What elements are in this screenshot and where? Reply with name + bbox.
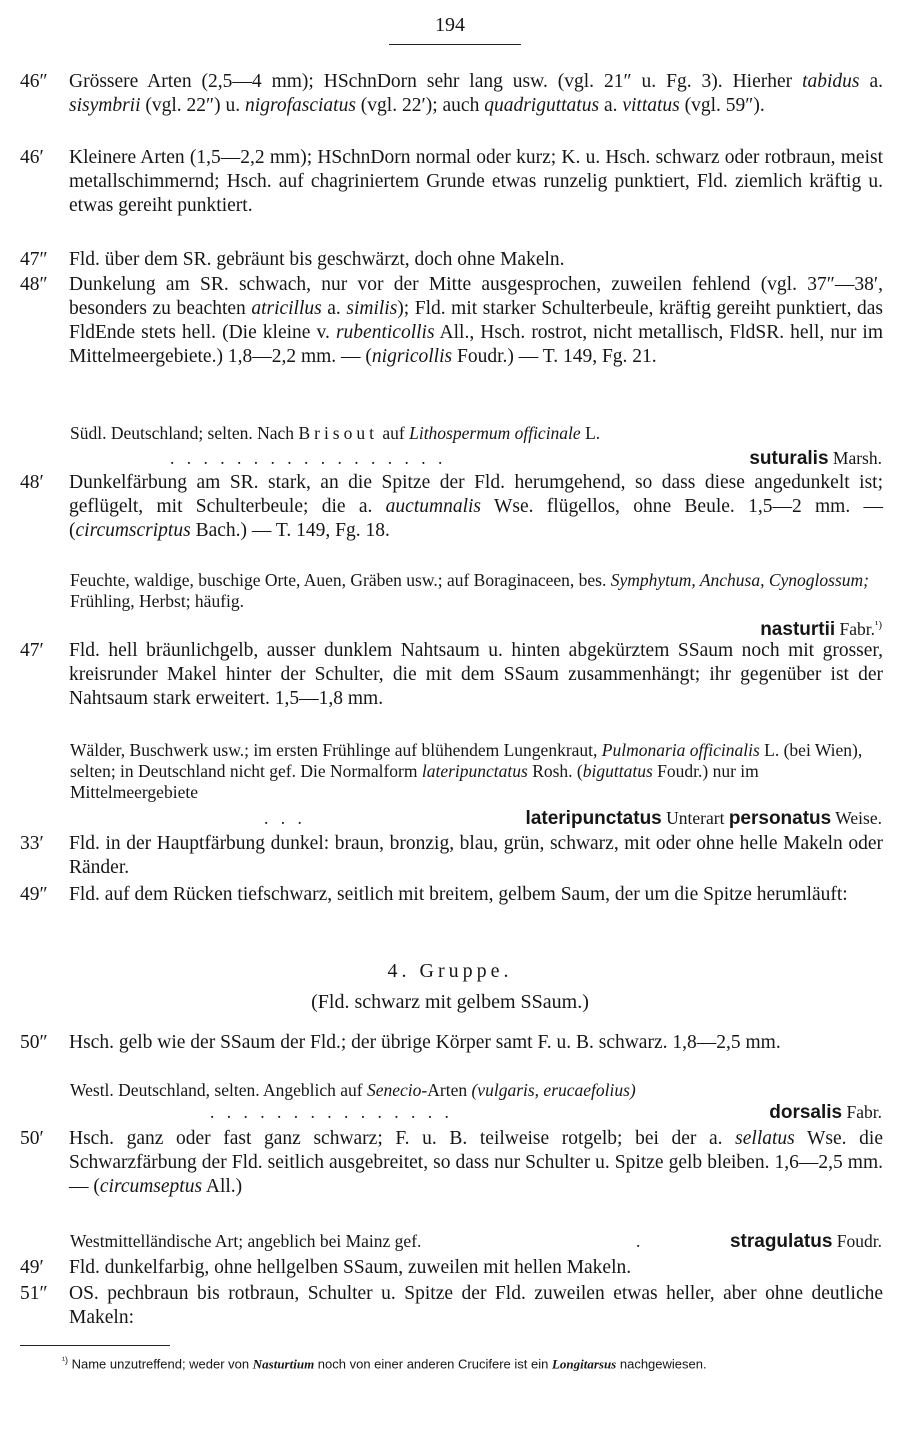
key-entry-48pp [20, 273, 890, 369]
key-label: 33′ [20, 833, 44, 854]
key-entry-50p [20, 1127, 890, 1199]
key-label: 49″ [20, 884, 48, 905]
footnote-marker: ¹) [875, 619, 882, 631]
key-entry-46pp [20, 70, 890, 118]
key-label: 50″ [20, 1032, 48, 1053]
key-text: OS. pechbraun bis rotbraun, Schulter u. Spitze der Fld. zuweilen etwas heller, aber ohne deutliche Makeln: [69, 1283, 883, 1328]
key-label: 51″ [20, 1283, 48, 1304]
species-line [70, 446, 882, 470]
key-text: Fld. dunkelfarbig, ohne hellgelben SSaum, zuweilen mit hellen Makeln. [69, 1257, 632, 1278]
habitat-note: Wälder, Buschwerk usw.; im ersten Frühlinge auf blühendem Lungenkraut, Pulmonaria officinalis L. (bei Wien), selten; in Deutschland nicht gef. Die Normalform lateripunctatus Rosh. (biguttatus Foudr.) nur im Mittelmeergebiete [70, 740, 863, 802]
leader-dots: . [636, 1231, 645, 1251]
species-line [70, 1100, 882, 1124]
key-entry-47pp [20, 248, 890, 272]
species-name: stragulatus Foudr. [729, 1231, 882, 1252]
key-label: 48″ [20, 274, 48, 295]
footnote-rule [20, 1345, 170, 1346]
key-entry-33p [20, 832, 890, 880]
key-entry-49p [20, 1256, 890, 1280]
key-entry-51pp [20, 1282, 890, 1330]
key-entry-50pp [20, 1031, 890, 1055]
key-entry-49pp [20, 883, 890, 907]
key-label: 47″ [20, 249, 48, 270]
key-text: Kleinere Arten (1,5—2,2 mm); HSchnDorn normal oder kurz; K. u. Hsch. schwarz oder rotbraun, meist metallschimmernd; Hsch. auf chagriniertem Grunde etwas runzelig punktiert, Fld. ziemlich kräftig u. etwas gereiht punktiert. [69, 147, 883, 216]
species-name: lateripunctatus Unterart personatus Weise. [525, 808, 882, 829]
key-text: Fld. hell bräunlichgelb, ausser dunklem Nahtsaum u. hinten abgekürztem SSaum noch mit grosser, kreisrunder Makel hinter der Schulter, die mit dem SSaum zusammenhängt; ihr gegenüber ist der Nahtsaum stark erweitert. 1,5—1,8 mm. [69, 640, 883, 709]
key-text: Grössere Arten (2,5—4 mm); HSchnDorn sehr lang usw. (vgl. 21″ u. Fg. 3). Hierher tabidus a. sisymbrii (vgl. 22″) u. nigrofasciatus (vgl. 22′); auch quadriguttatus a. vittatus (vgl. 59″). [69, 71, 884, 116]
species-name: nasturtii Fabr.$^{^1)}$ [760, 618, 882, 640]
key-label: 49′ [20, 1257, 44, 1278]
page-number: 194 [435, 14, 465, 36]
key-entry-46p [20, 146, 890, 218]
key-text: Hsch. ganz oder fast ganz schwarz; F. u. B. teilweise rotgelb; bei der a. sellatus Wse. die Schwarzfärbung der Fld. seitlich ausgebreitet, so dass nur Schulter u. Spitze gelb bleiben. 1,6—2,5 mm. — (circumseptus All.) [69, 1128, 883, 1197]
key-label: 48′ [20, 472, 44, 493]
habitat-note: Feuchte, waldige, buschige Orte, Auen, Gräben usw.; auf Boraginaceen, bes. Symphytum, Anchusa, Cynoglossum; Frühling, Herbst; häufig. [70, 570, 869, 611]
key-text: Fld. über dem SR. gebräunt bis geschwärzt, doch ohne Makeln. [69, 249, 565, 270]
species-line [70, 613, 882, 640]
key-label: 46″ [20, 71, 48, 92]
species-line [70, 806, 882, 830]
leader-dots: . . . . . . . . . . . . . . . . . [170, 448, 447, 468]
species-name: dorsalis Fabr. [769, 1102, 882, 1123]
footnote: $^{^1)}$ Name unzutreffend; weder von Nasturtium noch von einer anderen Crucifere ist ein Longitarsus nachgewiesen. [62, 1355, 707, 1372]
key-label: 46′ [20, 147, 44, 168]
key-text: Dunkelfärbung am SR. stark, an die Spitze der Fld. herumgehend, so dass diese angedunkelt ist; geflügelt, mit Schulterbeule; die a. auctumnalis Wse. flügellos, ohne Beule. 1,5—2 mm. — (circumscriptus Bach.) — T. 149, Fg. 18. [69, 472, 883, 541]
species-name: suturalis Marsh. [749, 448, 882, 469]
key-label: 47′ [20, 640, 44, 661]
key-entry-48p [20, 471, 890, 543]
key-label: 50′ [20, 1128, 44, 1149]
leader-dots: . . . [264, 808, 306, 828]
key-text: Dunkelung am SR. schwach, nur vor der Mitte ausgesprochen, zuweilen fehlend (vgl. 37″—38′, besonders zu beachten atricillus a. similis); Fld. mit starker Schulterbeule, kräftig gereiht punktiert, das FldEnde stets hell. (Die kleine v. rubenticollis All., Hsch. rostrot, nicht metallisch, FldSR. hell, nur im Mittelmeergebiete.) 1,8—2,2 mm. — (nigricollis Foudr.) — T. 149, Fg. 21. [69, 274, 883, 367]
habitat-note: Südl. Deutschland; selten. Nach Brisout auf Lithospermum officinale L. [70, 423, 601, 443]
species-line [70, 1229, 882, 1253]
group-title: 4. Gruppe. [387, 960, 513, 982]
key-text: Fld. auf dem Rücken tiefschwarz, seitlich mit breitem, gelbem Saum, der um die Spitze herumläuft: [69, 884, 848, 905]
habitat-note: Westmittelländische Art; angeblich bei Mainz gef. [70, 1231, 422, 1251]
key-text: Fld. in der Hauptfärbung dunkel: braun, bronzig, blau, grün, schwarz, mit oder ohne helle Makeln oder Ränder. [69, 833, 883, 878]
habitat-note: Westl. Deutschland, selten. Angeblich auf Senecio-Arten (vulgaris, erucaefolius) [70, 1080, 636, 1100]
header-rule [389, 44, 521, 45]
leader-dots: . . . . . . . . . . . . . . . [210, 1102, 453, 1122]
key-text: Hsch. gelb wie der SSaum der Fld.; der übrige Körper samt F. u. B. schwarz. 1,8—2,5 mm. [69, 1032, 781, 1053]
key-entry-47p [20, 639, 890, 711]
group-subtitle: (Fld. schwarz mit gelbem SSaum.) [311, 991, 589, 1013]
